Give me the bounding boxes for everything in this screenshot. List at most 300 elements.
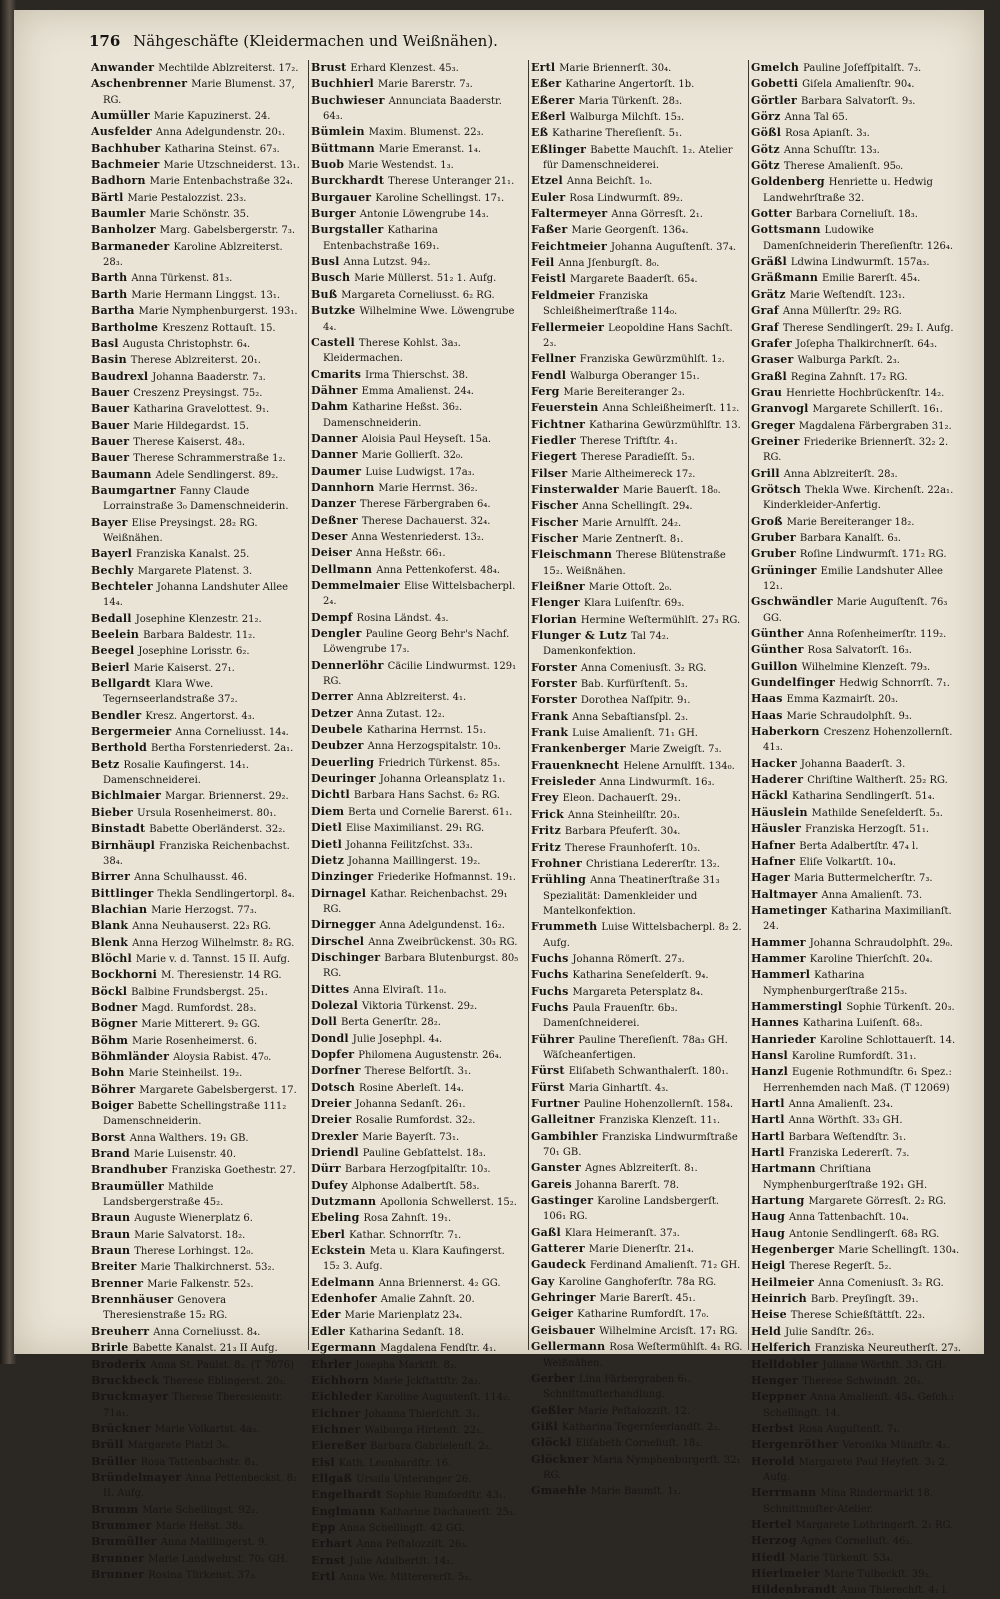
directory-entry (309, 610, 524, 626)
entry-surname: Frank (531, 709, 569, 723)
entry-surname: Beierl (91, 660, 130, 674)
entry-surname: Hammer (751, 935, 806, 949)
entry-details: Ldwina Lindwurmſt. 157a₃. (790, 257, 930, 269)
entry-surname: Büttmann (311, 141, 375, 155)
directory-entry (749, 352, 965, 368)
directory-entry (309, 1438, 524, 1454)
entry-surname: Etzel (531, 174, 563, 188)
entry-surname: Frankenberger (531, 742, 626, 756)
directory-entry (529, 1080, 744, 1096)
directory-entry (89, 1259, 304, 1275)
entry-details: Klara Heimeranſt. 37₃. (564, 1227, 680, 1239)
entry-surname: Banholzer (91, 223, 156, 237)
entry-surname: Hartl (751, 1146, 785, 1160)
entry-details: Barbara Pfeuferſt. 30₄. (564, 826, 681, 838)
entry-surname: Graf (751, 304, 779, 318)
directory-entry (309, 755, 524, 771)
entry-surname: Forster (531, 660, 577, 674)
entry-details: Wilhelmine Wwe. Löwengrube 4₄. (323, 306, 515, 333)
entry-details: Joſepha Thalkirchnerſt. 64₃. (796, 338, 938, 350)
directory-entry (89, 320, 304, 336)
entry-details: Johanna Feilitzſchst. 33₃. (345, 839, 473, 851)
entry-details: Rosa Apianſt. 3₃. (785, 128, 870, 140)
entry-details: Ludowike Damenſchneiderin Thereſienſtr. 126₄. (763, 225, 954, 252)
entry-details: Sophie Türkenſt. 20₃. (846, 1001, 955, 1013)
entry-surname: Blenk (91, 935, 129, 949)
directory-entry (529, 417, 744, 433)
entry-surname: Forster (531, 677, 577, 691)
entry-details: Anna Tattenbachſt. 10₄. (789, 1212, 909, 1224)
entry-details: Anna Tal 65. (784, 112, 848, 124)
directory-entry (749, 708, 965, 724)
entry-surname: Groß (751, 514, 783, 528)
entry-surname: Dürr (311, 1162, 341, 1176)
entry-details: Katharina Gewürzmühlſtr. 13. (589, 419, 741, 431)
directory-entry (749, 514, 965, 530)
entry-surname: Busl (311, 255, 340, 269)
entry-details: Therese Belfortſt. 3₁. (364, 1066, 472, 1078)
entry-details: Anna Amalienſt. 73. (821, 889, 923, 901)
entry-surname: Bellgardt (91, 677, 151, 691)
directory-entry (529, 1403, 744, 1419)
entry-details: Lina Färbergraben 6₁. Schnittmuſterhandlung. (543, 1373, 692, 1401)
directory-entry (309, 626, 524, 658)
entry-details: Katharina Sedanſt. 18. (349, 1326, 465, 1338)
entry-surname: Brumm (91, 1502, 139, 1516)
entry-details: Marie Barerstr. 7₃. (377, 79, 473, 91)
entry-details: Marie Schellingſt. 130₄. (838, 1245, 960, 1257)
entry-surname: Dischinger (311, 950, 381, 964)
entry-details: Franziska Schleißheimerſtraße 114₀. (543, 290, 678, 318)
entry-details: Marie Briennerſt. 30₄. (559, 63, 672, 74)
entry-details: Luise Wittelsbacherpl. 8₂ 2. Aufg. (543, 922, 742, 949)
entry-details: Cäcilie Lindwurmst. 129₁ RG. (323, 660, 517, 688)
entry-surname: Ausfelder (91, 125, 152, 139)
entry-details: Franziska Klenzeſt. 11₁. (598, 1115, 721, 1127)
entry-surname: Glöckl (531, 1436, 572, 1450)
entry-details: Marie Thalkirchnerst. 53₂. (140, 1262, 275, 1274)
entry-surname: Butzke (311, 304, 356, 318)
entry-surname: Eiereßer (311, 1439, 367, 1453)
directory-entry (749, 158, 965, 174)
entry-details: Anna Sebaſtiansſpl. 2₃. (572, 711, 689, 723)
directory-entry (529, 93, 744, 109)
entry-surname: Bayerl (91, 547, 132, 561)
directory-entry (749, 303, 965, 319)
entry-surname: Gräßmann (751, 271, 819, 285)
column-1 (89, 60, 309, 1581)
directory-entry (89, 1065, 304, 1081)
entry-details: Wilhelmine Arcisſt. 17₁ RG. (599, 1325, 738, 1337)
entry-details: Pauline Joſefſpitalſt. 7₃. (803, 63, 922, 74)
entry-details: Marie Westendst. 1₃. (348, 160, 454, 172)
entry-details: Katharina Luiſenſt. 68₃. (802, 1018, 923, 1030)
entry-surname: Breiter (91, 1260, 137, 1274)
entry-details: Marie Schellingst. 92₂. (142, 1504, 259, 1516)
entry-details: Kath. Leonhardſtr. 16. (338, 1457, 452, 1469)
entry-surname: Blank (91, 919, 129, 933)
entry-surname: Greiner (751, 434, 800, 448)
entry-details: Meta u. Klara Kaufingerst. 15₂ 3. Aufg. (323, 1246, 505, 1273)
directory-entry (529, 190, 744, 206)
entry-surname: Hierlmeier (751, 1566, 821, 1580)
entry-surname: Dreier (311, 1097, 352, 1110)
entry-details: Therese Schrammerstraße 1₂. (133, 453, 286, 465)
entry-details: Therese Schwindſt. 20₃. (802, 1375, 924, 1387)
entry-details: Anna Heßstr. 66₁. (355, 548, 446, 560)
entry-surname: Görz (751, 110, 781, 124)
directory-entry (529, 1063, 744, 1079)
entry-surname: Granvogl (751, 402, 809, 416)
entry-surname: Haltmayer (751, 887, 818, 901)
entry-surname: Fürst (531, 1080, 565, 1094)
entry-details: Maxim. Blumenst. 22₃. (368, 127, 484, 139)
entry-details: Therese Regerſt. 5₂. (789, 1261, 892, 1273)
directory-entry (529, 612, 744, 628)
entry-surname: Deuerling (311, 755, 375, 769)
entry-details: Eliſabeth Schwanthalerſt. 180₁. (568, 1066, 729, 1078)
directory-entry (749, 174, 965, 206)
entry-details: Katharina Herrnst. 15₁. (366, 725, 487, 737)
entry-surname: Dempf (311, 610, 353, 624)
entry-surname: Dufey (311, 1178, 348, 1192)
entry-surname: Burger (311, 207, 356, 221)
entry-surname: Burgstaller (311, 223, 384, 237)
entry-details: Chriſtine Waltherſt. 25₂ RG. (807, 775, 948, 787)
entry-details: Regina Zahnſt. 17₂ RG. (790, 371, 908, 383)
entry-surname: Brirle (91, 1341, 129, 1355)
entry-details: Elise Preysingst. 28₂ RG. Weißnähen. (103, 517, 258, 544)
directory-entry (89, 1210, 304, 1226)
directory-entry (89, 1534, 304, 1550)
entry-surname: Bründelmayer (91, 1470, 182, 1484)
entry-surname: Gmelch (751, 61, 800, 74)
entry-surname: Daumer (311, 464, 362, 478)
directory-entry (309, 270, 524, 286)
entry-surname: Ganster (531, 1161, 581, 1175)
entry-details: Eugenie Rothmundſtr. 6₁ Spez.: Herrenhemden nach Maß. (T 12069) (763, 1067, 952, 1094)
directory-entry (89, 141, 304, 157)
directory-entry (749, 1307, 965, 1323)
entry-surname: Cmarits (311, 367, 362, 381)
entry-details: Alphonse Adalbertſt. 58₃. (351, 1180, 480, 1192)
entry-surname: Bauer (91, 451, 130, 465)
entry-surname: Doll (311, 1015, 338, 1029)
entry-surname: Hartl (751, 1097, 785, 1110)
entry-details: Marie Pestalozzist. 23₃. (127, 192, 247, 204)
directory-entry (89, 1340, 304, 1356)
directory-entry (749, 772, 965, 788)
entry-details: Pauline Georg Behr's Nachf. Löwengrube 17₃. (323, 629, 510, 656)
directory-entry (89, 467, 304, 483)
entry-surname: Demmelmaier (311, 579, 400, 592)
directory-entry (89, 206, 304, 222)
directory-entry (749, 270, 965, 286)
directory-entry (749, 870, 965, 886)
entry-surname: Braun (91, 1211, 131, 1225)
directory-entry (529, 1452, 744, 1484)
entry-surname: Hager (751, 871, 791, 885)
entry-details: Walburga Milchſt. 15₃. (569, 112, 685, 124)
directory-entry (749, 1258, 965, 1274)
directory-entry (89, 724, 304, 740)
entry-surname: Bockhorni (91, 968, 158, 982)
entry-details: Barbara Salvatorſt. 9₃. (800, 95, 916, 107)
directory-entry (529, 288, 744, 320)
directory-entry (309, 60, 524, 76)
directory-entry (309, 1340, 524, 1356)
entry-surname: Eßerl (531, 110, 566, 124)
directory-entry (749, 530, 965, 546)
entry-details: Amalie Zahnſt. 20. (380, 1294, 475, 1306)
directory-entry (309, 1063, 524, 1079)
entry-surname: Deser (311, 529, 348, 543)
entry-details: Anna Roſenheimerſtr. 119₂. (807, 629, 947, 641)
entry-details: Anna Schleißheimerſt. 11₂. (602, 403, 740, 415)
entry-details: Christiana Ledererſtr. 13₂. (585, 858, 720, 870)
entry-details: Anna Müllerſtr. 29₂ RG. (782, 306, 902, 318)
directory-entry (89, 515, 304, 547)
entry-surname: Hartl (751, 1113, 785, 1127)
directory-entry (529, 951, 744, 967)
entry-details: Katharina Seneſelderſt. 9₄. (572, 970, 709, 982)
directory-entry (529, 76, 744, 92)
directory-entry (309, 287, 524, 303)
entry-details: Emma Amalienst. 24₄. (361, 385, 474, 397)
entry-surname: Glöckner (531, 1452, 589, 1466)
entry-details: Johanna Maillingerst. 19₂. (348, 855, 481, 867)
directory-entry (529, 725, 744, 741)
entry-surname: Gruber (751, 547, 796, 561)
directory-entry (749, 482, 965, 514)
entry-surname: Grötsch (751, 482, 801, 496)
entry-details: Anna Comeniusſt. 3₂ RG. (580, 662, 707, 674)
entry-details: Anna Zweibrückenst. 30₃ RG. (368, 936, 518, 948)
directory-entry (89, 1437, 304, 1453)
entry-surname: Dietl (311, 821, 342, 835)
entry-surname: Dorfner (311, 1064, 361, 1078)
directory-entry (309, 1047, 524, 1063)
directory-entry (529, 840, 744, 856)
entry-details: Marie Nymphenburgerst. 193₁. (138, 306, 298, 318)
entry-surname: Birrer (91, 870, 131, 884)
entry-surname: Bachhuber (91, 141, 161, 155)
entry-surname: Häckl (751, 789, 789, 803)
directory-entry (309, 1112, 524, 1128)
entry-surname: Fiedler (531, 433, 577, 447)
entry-details: Anna Lutzst. 94₂. (343, 257, 431, 269)
entry-details: Marie Barerſt. 45₁. (599, 1293, 696, 1305)
directory-entry (309, 1455, 524, 1471)
entry-details: Johanna Baaderstr. 7₃. (152, 371, 266, 383)
directory-entry (749, 1015, 965, 1031)
entry-details: Tal 74₂. Damenkonfektion. (543, 631, 670, 658)
entry-details: Klara Luiſenſtr. 69₃. (583, 598, 685, 610)
directory-entry (529, 1241, 744, 1257)
entry-details: Anna Schulhausst. 46. (134, 872, 248, 884)
entry-surname: Gay (531, 1274, 555, 1288)
entry-details: Karoline Rumfordſt. 31₁. (791, 1050, 917, 1062)
directory-entry (309, 173, 524, 189)
entry-details: Elise Wittelsbacherpl. 2₄. (323, 581, 516, 608)
directory-entry (749, 1209, 965, 1225)
directory-entry (309, 1389, 524, 1405)
entry-surname: Gaßl (531, 1225, 561, 1239)
entry-surname: Heigl (751, 1259, 786, 1273)
directory-entry (309, 1553, 524, 1569)
entry-surname: Furtner (531, 1097, 580, 1110)
directory-entry (309, 1487, 524, 1503)
entry-details: Eliſabeth Corneliuſt. 18₃. (575, 1438, 703, 1450)
entry-surname: Blachian (91, 902, 148, 916)
directory-entry (749, 1421, 965, 1437)
directory-entry (89, 1146, 304, 1162)
entry-details: Marie Ottoſt. 2₀. (588, 582, 673, 593)
entry-surname: Feldmeier (531, 288, 595, 302)
entry-surname: Drexler (311, 1129, 359, 1143)
directory-entry (89, 1454, 304, 1470)
entry-details: Marie Schönstr. 35. (149, 209, 250, 221)
entry-surname: Gißl (531, 1419, 558, 1433)
directory-entry (529, 173, 744, 189)
entry-surname: Fellner (531, 352, 576, 366)
entry-details: Anna Corneliusst. 8₄. (153, 1326, 261, 1338)
entry-surname: Heise (751, 1308, 787, 1322)
entry-details: Anna Amalienſt. 45₄. Geſch.: Schellingſt. 14. (763, 1392, 954, 1419)
entry-details: Anna Elviraſt. 11₀. (353, 984, 447, 996)
directory-entry (89, 1243, 304, 1259)
entry-details: Pauline Gebſattelst. 18₃. (362, 1148, 486, 1160)
directory-entry (749, 60, 965, 76)
entry-surname: Graser (751, 353, 794, 367)
directory-entry (309, 513, 524, 529)
entry-surname: Castell (311, 335, 355, 349)
entry-details: Emilie Barerſt. 45₄. (822, 273, 921, 285)
entry-surname: Bruckbeck (91, 1373, 160, 1387)
directory-entry (89, 385, 304, 401)
entry-details: Marie Tulbeckſt. 39₂. (824, 1568, 932, 1580)
page-number: 176 (89, 32, 121, 50)
entry-surname: Edelmann (311, 1275, 375, 1289)
entry-surname: Gastinger (531, 1194, 594, 1208)
directory-entry (309, 1536, 524, 1552)
directory-entry (749, 1291, 965, 1307)
entry-surname: Bichlmaier (91, 789, 162, 803)
directory-entry (749, 999, 965, 1015)
entry-details: Therese Kohlst. 3a₃. Kleidermachen. (323, 337, 461, 365)
entry-details: Anna St. Paulst. 8₃. (T 7076) (150, 1359, 294, 1371)
directory-entry (89, 1292, 304, 1324)
directory-entry (529, 1435, 744, 1451)
directory-entry (529, 1419, 744, 1435)
entry-details: Marie Herrnst. 36₂. (378, 482, 478, 494)
entry-surname: Geßler (531, 1403, 574, 1417)
entry-surname: Betz (91, 757, 120, 771)
entry-surname: Barth (91, 287, 128, 301)
directory-entry (309, 917, 524, 933)
entry-surname: Dopfer (311, 1047, 355, 1061)
entry-details: Margarete Görresſt. 2₂ RG. (808, 1196, 947, 1208)
directory-entry (529, 856, 744, 872)
entry-details: Luise Amalienſt. 71₁ GH. (572, 728, 698, 740)
directory-entry (529, 741, 744, 757)
entry-surname: Fellermeier (531, 320, 605, 334)
entry-surname: Böhmländer (91, 1049, 170, 1063)
entry-surname: Florian (531, 612, 577, 626)
directory-entry (89, 757, 304, 789)
entry-details: Therese Paradieſſt. 5₃. (580, 452, 695, 464)
directory-entry (529, 628, 744, 660)
entry-details: Berta und Cornelie Barerst. 61₁. (348, 806, 513, 818)
entry-surname: Brummer (91, 1518, 152, 1532)
directory-entry (529, 109, 744, 125)
entry-surname: Euler (531, 190, 566, 204)
entry-details: Barbara Baldestr. 11₂. (143, 630, 256, 642)
entry-surname: Brand (91, 1147, 130, 1161)
entry-details: Franziska Herzogſt. 51₁. (805, 824, 930, 836)
entry-surname: Eßer (531, 77, 562, 91)
entry-surname: Hanrieder (751, 1032, 816, 1046)
entry-surname: Ellgaß (311, 1471, 353, 1485)
directory-entry (309, 982, 524, 998)
directory-entry (749, 675, 965, 691)
entry-surname: Blöchl (91, 951, 132, 965)
entry-surname: Dittes (311, 982, 350, 996)
entry-surname: Haderer (751, 773, 804, 787)
entry-details: Anna Thierechſt. 4₁ l. (840, 1585, 949, 1597)
directory-entry (749, 1064, 965, 1096)
directory-entry (749, 401, 965, 417)
entry-surname: Fiegert (531, 450, 577, 464)
entry-surname: Edler (311, 1324, 346, 1338)
directory-entry (529, 1032, 744, 1064)
entry-details: Henriette u. Hedwig Landwehrſtraße 32. (763, 177, 933, 204)
directory-entry (529, 400, 744, 416)
entry-details: Franziska Kanalst. 25. (136, 549, 250, 561)
entry-surname: Dirschel (311, 934, 365, 948)
entry-surname: Ernst (311, 1553, 346, 1567)
entry-surname: Brumüller (91, 1535, 157, 1549)
entry-details: Luise Ludwigst. 17a₃. (365, 466, 475, 478)
directory-entry (529, 823, 744, 839)
entry-details: Anna Peſtalozziſt. 26₃. (356, 1539, 469, 1551)
entry-details: Anna Adelgundenst. 16₂. (379, 920, 505, 932)
directory-entry (309, 254, 524, 270)
directory-entry (309, 1014, 524, 1030)
entry-details: Irma Thierschst. 38. (365, 369, 469, 381)
entry-surname: Bögner (91, 1017, 138, 1031)
directory-entry (89, 1227, 304, 1243)
entry-surname: Fleischmann (531, 548, 613, 562)
entry-details: Anna Neuhauserst. 22₃ RG. (132, 921, 272, 933)
entry-surname: Ertl (531, 61, 556, 74)
directory-entry (89, 270, 304, 286)
entry-surname: Dutzmann (311, 1195, 377, 1209)
entry-surname: Haug (751, 1210, 786, 1224)
entry-details: Marie Weſtendſt. 123₁. (789, 289, 906, 301)
directory-entry (529, 1225, 744, 1241)
entry-surname: Driendl (311, 1146, 359, 1160)
directory-entry (89, 579, 304, 611)
entry-details: Margarete Platzl 3₀. (127, 1440, 230, 1452)
directory-entry (529, 967, 744, 983)
entry-details: Paula Frauenſtr. 6b₃. Damenſchneiderei. (543, 1002, 678, 1030)
entry-surname: Edenhofer (311, 1292, 377, 1306)
entry-surname: Ertl (311, 1569, 336, 1583)
entry-details: Margarete Paul Heyſeſt. 3₁ 2. Aufg. (763, 1456, 948, 1483)
directory-entry (529, 692, 744, 708)
entry-details: Erhard Klenzest. 45₃. (350, 63, 459, 74)
